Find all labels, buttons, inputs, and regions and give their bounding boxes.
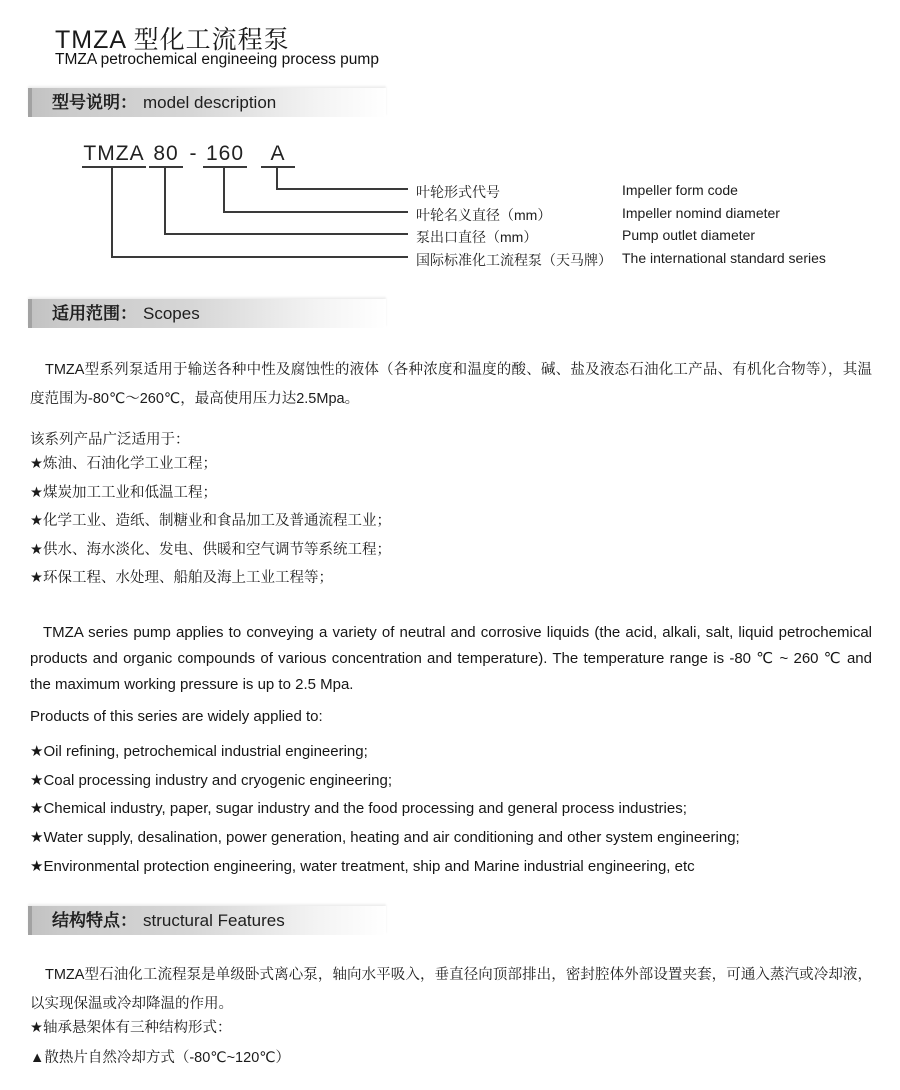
section-header-scopes	[28, 299, 386, 328]
code-outlet: 80	[149, 142, 183, 168]
section-header-model-en: model description	[143, 93, 277, 112]
list-item: ★供水、海水淡化、发电、供暖和空气调节等系统工程；	[30, 541, 391, 558]
label-impeller-form-zh: 叶轮形式代号	[416, 184, 500, 200]
label-impeller-form-en: Impeller form code	[622, 182, 738, 198]
section-header-model-zh: 型号说明：	[52, 93, 137, 112]
diagram-label-row	[0, 205, 900, 222]
connector-line	[164, 168, 166, 235]
list-item: ★Coal processing industry and cryogenic engineering;	[30, 771, 392, 789]
label-outlet-diameter-zh: 泵出口直径（mm）	[416, 229, 538, 245]
scopes-paragraph-en: TMZA series pump applies to conveying a variety of neutral and corrosive liquids (the acid, alkali, salt, liquid petrochemical products and organic compounds of various concentration and temperature). The temperature range is -80 ℃ ~ 260 ℃ and the maximum working pressure is up to 2.5 Mpa.	[30, 624, 872, 693]
scopes-paragraph-zh: TMZA型系列泵适用于输送各种中性及腐蚀性的液体（各种浓度和温度的酸、碱、盐及液态石油化工产品、有机化合物等），其温度范围为-80℃～260℃，最高使用压力达2.5Mpa。	[30, 362, 872, 407]
code-series: TMZA	[82, 142, 146, 168]
label-impeller-diameter-zh: 叶轮名义直径（mm）	[416, 207, 552, 223]
section-header-features-en: structural Features	[143, 911, 285, 930]
list-item: ★环保工程、水处理、船舶及海上工业工程等；	[30, 570, 333, 587]
list-item: ★煤炭加工工业和低温工程；	[30, 484, 217, 501]
section-header-scopes-zh: 适用范围：	[52, 304, 137, 323]
list-item: ★炼油、石油化学工业工程；	[30, 456, 217, 472]
label-impeller-diameter-en: Impeller nomind diameter	[622, 205, 780, 221]
page-subtitle: TMZA petrochemical engineeing process pump	[55, 51, 379, 68]
diagram-label-row	[0, 250, 900, 267]
label-standard-series-en: The international standard series	[622, 250, 826, 266]
features-item-cooling: ▲散热片自然冷却方式（-80℃~120℃）	[30, 1050, 291, 1066]
list-item: ★Chemical industry, paper, sugar industry and the food processing and general process industries;	[30, 800, 687, 818]
scopes-list-en	[30, 738, 740, 882]
label-standard-series-zh: 国际标准化工流程泵（天马牌）	[416, 252, 612, 268]
code-form: A	[261, 142, 295, 168]
code-diameter: 160	[203, 142, 247, 168]
label-outlet-diameter-en: Pump outlet diameter	[622, 227, 756, 243]
diagram-label-row	[0, 227, 900, 244]
code-dash: -	[189, 142, 197, 165]
page-title: TMZA 型化工流程泵	[55, 26, 290, 54]
section-header-features-zh: 结构特点：	[52, 911, 137, 930]
list-item: ★Water supply, desalination, power generation, heating and air conditioning and other system engineering;	[30, 829, 740, 847]
list-item: ★化学工业、造纸、制糖业和食品加工及普通流程工业；	[30, 513, 391, 530]
section-header-scopes-en: Scopes	[143, 304, 200, 323]
scopes-list-intro-en: Products of this series are widely applied to:	[30, 708, 323, 725]
features-item-bearing: ★轴承悬架体有三种结构形式：	[30, 1020, 232, 1036]
scopes-list-zh	[30, 450, 391, 593]
diagram-label-row	[0, 182, 900, 199]
features-paragraph-zh: TMZA型石油化工流程泵是单级卧式离心泵，轴向水平吸入，垂直径向顶部排出，密封腔体外部设置夹套，可通入蒸汽或冷却液，以实现保温或冷却降温的作用。	[30, 967, 872, 1012]
scopes-list-intro-zh: 该系列产品广泛适用于：	[30, 432, 190, 448]
section-header-features	[28, 906, 386, 935]
list-item: ★Environmental protection engineering, water treatment, ship and Marine industrial engineering, etc	[30, 857, 695, 875]
model-code-diagram	[0, 0, 900, 290]
list-item: ★Oil refining, petrochemical industrial engineering;	[30, 743, 368, 760]
